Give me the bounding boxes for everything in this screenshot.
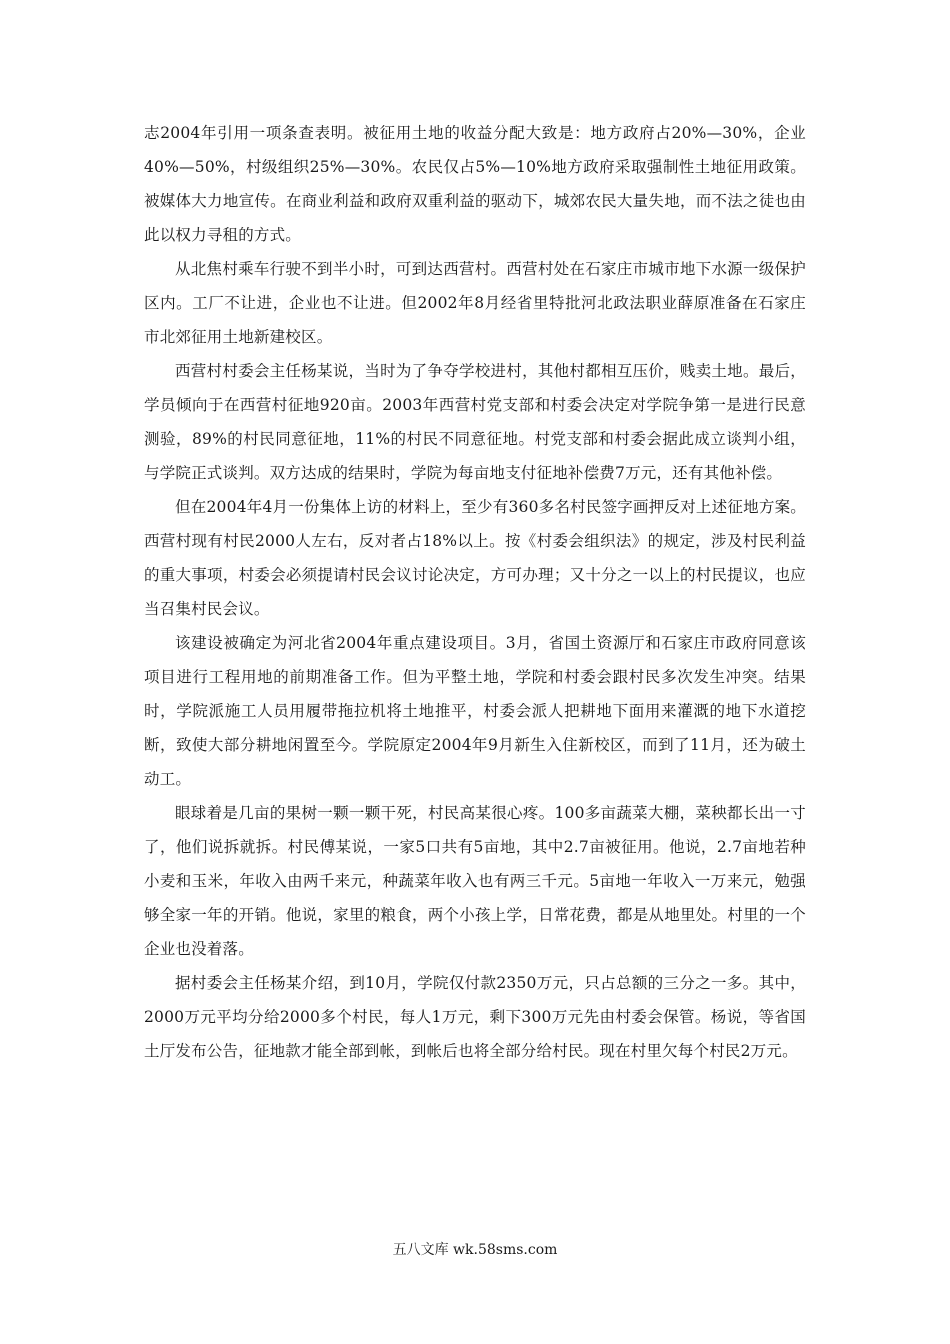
- paragraph-5: 该建设被确定为河北省2004年重点建设项目。3月，省国土资源厅和石家庄市政府同意该项目进行工程用地的前期准备工作。但为平整土地，学院和村委会跟村民多次发生冲突。结果时，学院派施工人员用履带拖拉机将土地推平，村委会派人把耕地下面用来灌溉的地下水道挖断，致使大部分耕地闲置至今。学院原定2004年9月新生入住新校区，而到了11月，还为破土动工。: [144, 634, 806, 788]
- document-body: [144, 116, 806, 1068]
- paragraph-6: 眼球着是几亩的果树一颗一颗干死，村民高某很心疼。100多亩蔬菜大棚，菜秧都长出一寸了，他们说拆就拆。村民傅某说，一家5口共有5亩地，其中2.7亩被征用。他说，2.7亩地若种小麦和玉米，年收入由两千来元，种蔬菜年收入也有两三千元。5亩地一年收入一万来元，勉强够全家一年的开销。他说，家里的粮食，两个小孩上学，日常花费，都是从地里处。村里的一个企业也没着落。: [144, 804, 806, 958]
- paragraph-1: 志2004年引用一项条查表明。被征用土地的收益分配大致是：地方政府占20%—30%，企业40%—50%，村级组织25%—30%。农民仅占5%—10%地方政府采取强制性土地征用政策。被媒体大力地宣传。在商业利益和政府双重利益的驱动下，城郊农民大量失地，而不法之徒也由此以权力寻租的方式。: [144, 124, 806, 244]
- paragraph-4: 但在2004年4月一份集体上访的材料上，至少有360多名村民签字画押反对上述征地方案。西营村现有村民2000人左右，反对者占18%以上。按《村委会组织法》的规定，涉及村民利益的重大事项，村委会必须提请村民会议讨论决定，方可办理；又十分之一以上的村民提议，也应当召集村民会议。: [144, 498, 806, 618]
- paragraph-7: 据村委会主任杨某介绍，到10月，学院仅付款2350万元，只占总额的三分之一多。其中，2000万元平均分给2000多个村民，每人1万元，剩下300万元先由村委会保管。杨说，等省国土厅发布公告，征地款才能全部到帐，到帐后也将全部分给村民。现在村里欠每个村民2万元。: [144, 974, 806, 1060]
- paragraph-3: 西营村村委会主任杨某说，当时为了争夺学校进村，其他村都相互压价，贱卖土地。最后，学员倾向于在西营村征地920亩。2003年西营村党支部和村委会决定对学院争第一是进行民意测验，89%的村民同意征地，11%的村民不同意征地。村党支部和村委会据此成立谈判小组，与学院正式谈判。双方达成的结果时，学院为每亩地支付征地补偿费7万元，还有其他补偿。: [144, 362, 806, 482]
- page-footer-watermark: 五八文库 wk.58sms.com: [392, 1242, 558, 1258]
- paragraph-2: 从北焦村乘车行驶不到半小时，可到达西营村。西营村处在石家庄市城市地下水源一级保护区内。工厂不让进，企业也不让进。但2002年8月经省里特批河北政法职业薛原准备在石家庄市北郊征用土地新建校区。: [144, 260, 806, 346]
